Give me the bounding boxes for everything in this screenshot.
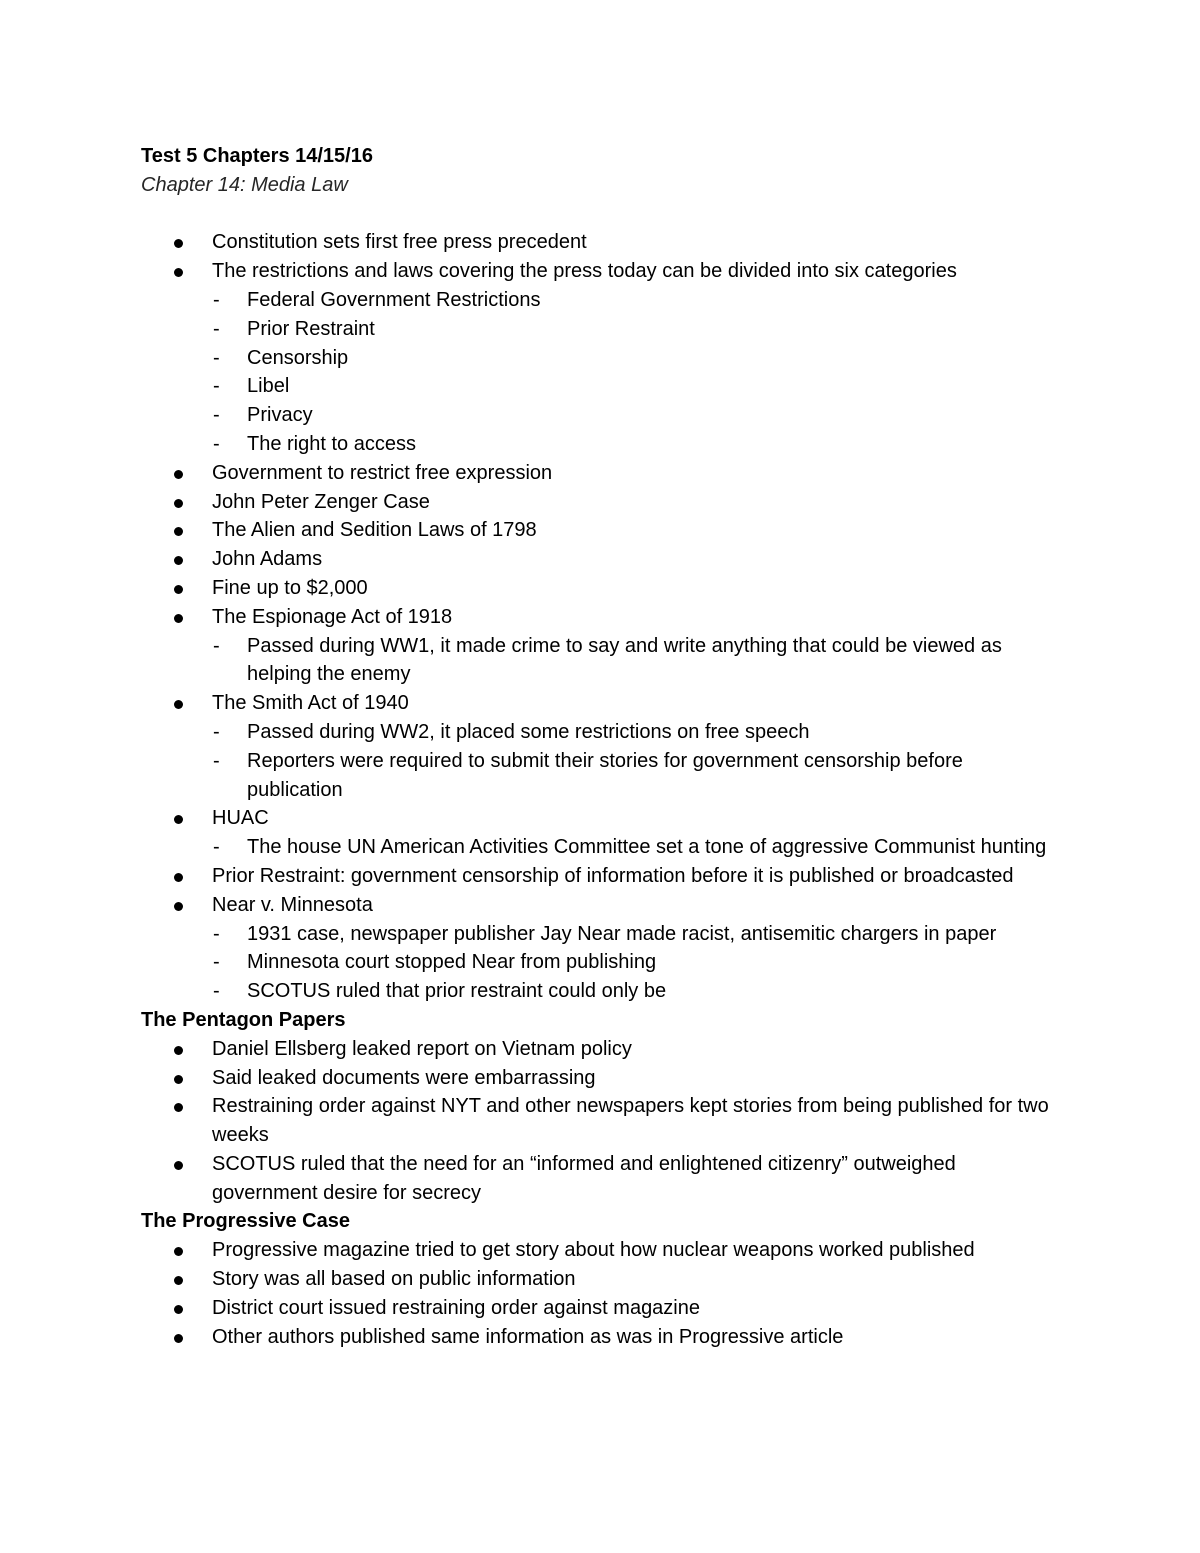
dash-icon: - (213, 836, 220, 859)
sub-item (141, 430, 1061, 459)
sub-item (141, 718, 1061, 747)
bullet-text: Constitution sets first free press precedent (212, 231, 587, 254)
bullet-item (141, 1323, 1061, 1352)
bullet-item (141, 459, 1061, 488)
bullet-dot-icon (174, 614, 183, 623)
sub-item (141, 920, 1061, 949)
bullet-dot-icon (174, 1334, 183, 1343)
dash-icon: - (213, 288, 220, 311)
bullet-text: HUAC (212, 807, 269, 830)
bullet-item (141, 1236, 1061, 1265)
sub-item-text: 1931 case, newspaper publisher Jay Near made racist, antisemitic chargers in paper (247, 922, 997, 945)
bullet-text: Restraining order against NYT and other newspapers kept stories from being published for two weeks (212, 1095, 1049, 1147)
bullet-item (141, 488, 1061, 517)
bullet-dot-icon (174, 1305, 183, 1314)
bullet-dot-icon (174, 499, 183, 508)
sub-item-text: Privacy (247, 404, 313, 427)
bullet-dot-icon (174, 1276, 183, 1285)
bullet-text: The Espionage Act of 1918 (212, 605, 453, 628)
bullet-item (141, 603, 1061, 632)
bullet-dot-icon (174, 1046, 183, 1055)
bullet-item (141, 574, 1061, 603)
bullet-dot-icon (174, 902, 183, 911)
dash-icon: - (213, 720, 220, 743)
dash-icon: - (213, 317, 220, 340)
bullet-text: The restrictions and laws covering the press today can be divided into six categories (212, 260, 957, 283)
dash-icon: - (213, 375, 220, 398)
bullet-dot-icon (174, 556, 183, 565)
blank-line (141, 200, 1061, 229)
dash-icon: - (213, 404, 220, 427)
sub-item (141, 401, 1061, 430)
bullet-dot-icon (174, 815, 183, 824)
notes-content (141, 228, 1061, 1351)
dash-icon: - (213, 749, 220, 772)
chapter-subtitle: Chapter 14: Media Law (141, 173, 348, 196)
bullet-item (141, 1150, 1061, 1208)
dash-icon: - (213, 432, 220, 455)
sub-item-text: The right to access (247, 432, 416, 455)
bullet-text: SCOTUS ruled that the need for an “informed and enlightened citizenry” outweighed government desire for secrecy (212, 1152, 956, 1204)
bullet-text: The Alien and Sedition Laws of 1798 (212, 519, 537, 542)
sub-item (141, 372, 1061, 401)
bullet-item (141, 1294, 1061, 1323)
sub-item-text: Reporters were required to submit their stories for government censorship before publication (247, 749, 963, 801)
dash-icon: - (213, 980, 220, 1003)
bullet-item (141, 1035, 1061, 1064)
dash-icon: - (213, 346, 220, 369)
bullet-dot-icon (174, 268, 183, 277)
sub-item-text: Passed during WW2, it placed some restrictions on free speech (247, 720, 810, 743)
section-heading: The Pentagon Papers (141, 1008, 346, 1031)
bullet-text: Fine up to $2,000 (212, 576, 368, 599)
sub-item (141, 747, 1061, 805)
bullet-dot-icon (174, 700, 183, 709)
bullet-item (141, 1265, 1061, 1294)
sub-item-text: The house UN American Activities Committee set a tone of aggressive Communist hunting (247, 836, 1047, 859)
sub-item-text: SCOTUS ruled that prior restraint could only be (247, 980, 667, 1003)
bullet-dot-icon (174, 585, 183, 594)
bullet-dot-icon (174, 1075, 183, 1084)
bullet-item (141, 689, 1061, 718)
bullet-item (141, 891, 1061, 920)
sub-item (141, 632, 1061, 690)
bullet-text: Story was all based on public information (212, 1268, 576, 1291)
sub-item (141, 344, 1061, 373)
bullet-dot-icon (174, 239, 183, 248)
bullet-dot-icon (174, 1103, 183, 1112)
bullet-text: Progressive magazine tried to get story about how nuclear weapons worked published (212, 1239, 975, 1262)
bullet-item (141, 545, 1061, 574)
bullet-item (141, 228, 1061, 257)
document-title: Test 5 Chapters 14/15/16 (141, 145, 373, 167)
bullet-dot-icon (174, 1247, 183, 1256)
bullet-item (141, 516, 1061, 545)
sub-item (141, 948, 1061, 977)
bullet-text: Prior Restraint: government censorship of information before it is published or broadcasted (212, 864, 1014, 887)
bullet-text: Government to restrict free expression (212, 461, 553, 484)
bullet-dot-icon (174, 470, 183, 479)
sub-item-text: Minnesota court stopped Near from publishing (247, 951, 657, 974)
sub-item-text: Passed during WW1, it made crime to say and write anything that could be viewed as helping the enemy (247, 634, 1002, 686)
bullet-text: District court issued restraining order against magazine (212, 1296, 700, 1319)
sub-item-text: Federal Government Restrictions (247, 288, 541, 311)
bullet-text: Said leaked documents were embarrassing (212, 1066, 596, 1089)
dash-icon: - (213, 634, 220, 657)
bullet-dot-icon (174, 1161, 183, 1170)
sub-item (141, 833, 1061, 862)
sub-item (141, 286, 1061, 315)
bullet-item (141, 257, 1061, 286)
bullet-text: John Peter Zenger Case (212, 490, 430, 513)
bullet-item (141, 804, 1061, 833)
dash-icon: - (213, 951, 220, 974)
sub-item (141, 315, 1061, 344)
bullet-item (141, 1064, 1061, 1093)
sub-item-text: Prior Restraint (247, 317, 375, 340)
section-heading: The Progressive Case (141, 1210, 350, 1233)
sub-item-text: Libel (247, 375, 290, 398)
bullet-text: Other authors published same information as was in Progressive article (212, 1325, 844, 1348)
sub-item-text: Censorship (247, 346, 349, 369)
bullet-text: John Adams (212, 548, 323, 571)
bullet-item (141, 862, 1061, 891)
bullet-dot-icon (174, 527, 183, 536)
sub-item (141, 977, 1061, 1006)
bullet-text: The Smith Act of 1940 (212, 692, 409, 715)
bullet-item (141, 1092, 1061, 1150)
bullet-text: Daniel Ellsberg leaked report on Vietnam policy (212, 1037, 632, 1060)
bullet-text: Near v. Minnesota (212, 893, 373, 916)
document-page (141, 142, 1061, 1351)
bullet-dot-icon (174, 873, 183, 882)
dash-icon: - (213, 922, 220, 945)
